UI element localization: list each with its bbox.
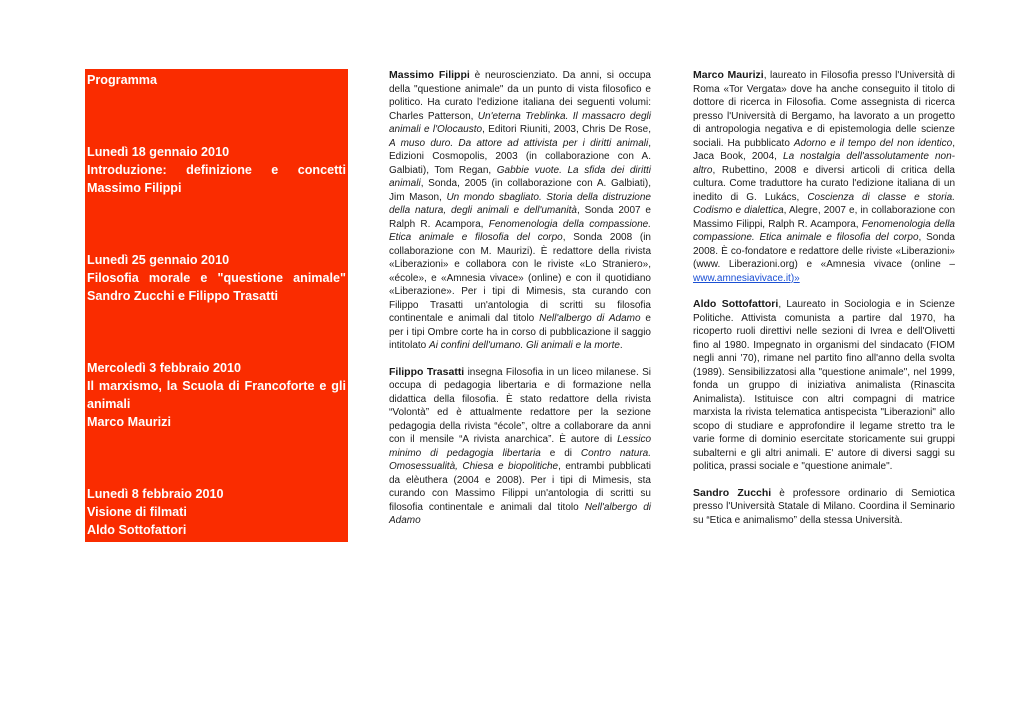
bio-text: , Edizioni Cosmopolis, 2003 (in collaborazione con A. Galbiati), Tom Regan, bbox=[389, 137, 651, 176]
event-date: Lunedì 25 gennaio 2010 bbox=[87, 253, 230, 267]
program-event bbox=[87, 143, 346, 197]
bio-text: , Sonda 2008 (in collaborazione con M. Maurizi). È redattore della rivista «Liberazioni» e collabora con le riviste «Lo Straniero», «école», e «Amnesia vivace» (online) e con il quotidiano «Liberazione». Per i tipi di Mimesis, sta curando con Filippo Trasatti un'antologia di scritti su filosofia continentale e animali dal titolo bbox=[389, 232, 651, 324]
bio-text: è professore ordinario di Semiotica presso l'Università Statale di Milano. Coordina il Seminario su “Etica e animalismo” della stessa Università. bbox=[693, 487, 955, 526]
event-speaker: Aldo Sottofattori bbox=[87, 523, 187, 537]
bio-text: , entrambi pubblicati da elèuthera (2004 e 2008). Per i tipi di Mimesis, sta curando con Massimo Filippi un'antologia di scritti su filosofia continentale e animali dal titolo bbox=[389, 461, 651, 513]
bios-column-middle bbox=[389, 69, 651, 541]
bio-text: insegna Filosofia in un liceo milanese. Si occupa di pedagogia libertaria e di formazione nella didattica della filosofia. È stato redattore della rivista “Volontà” ed è attualmente redattore per la sezione pedagogia della rivista “école”, oltre a collaborare da anni con il mensile “A rivista anarchica”. È autore di bbox=[389, 366, 651, 445]
bio-title-italic: A muso duro. Da attore ad attivista per i diritti animali bbox=[389, 137, 649, 149]
event-speaker: Sandro Zucchi e Filippo Trasatti bbox=[87, 289, 279, 303]
bio-name: Sandro Zucchi bbox=[693, 486, 772, 499]
bio-text: . bbox=[619, 340, 623, 351]
bio-title-italic: Nell'albergo di Adamo bbox=[539, 313, 641, 324]
bio-title-italic: Un'eterna Treblinka. Il massacro degli animali e l'Olocausto bbox=[389, 110, 651, 135]
bio-text: , Laureato in Sociologia e in Scienze Politiche. Attivista comunista a partire dal 1970, ha ricoperto ruoli direttivi nelle sezioni di Ivrea e dell'Olivetti fino al 1980. Impegnato in organismi del sindacato (FIOM negli anni '70), rimane nel partito fino all'anno della svolta (1989). Sensibilizzatosi alla "questione animale", nel 1999, fonda un gruppo di iniziativa animalista (Rinascita Animalista). Istituisce con altri compagni di matrice marxista la rivista telematica antispecista "Liberazioni" allo scopo di studiare e approfondire il legame stretto tra le varie forme di dominio esercitate storicamente sui gruppi subalterni e gli altri animali. E' autore di diversi saggi su politica, prassi sociale e "questione animale". bbox=[693, 299, 955, 472]
event-date: Lunedì 18 gennaio 2010 bbox=[87, 145, 230, 159]
event-date: Mercoledì 3 febbraio 2010 bbox=[87, 361, 241, 375]
bio-text: , Editori Riuniti, 2003, Chris De Rose, bbox=[482, 124, 652, 135]
bio-text: , Sonda 2008. È co-fondatore e redattore delle riviste «Liberazioni» (www. Liberazioni.org) e «Amnesia vivace (online – bbox=[693, 232, 955, 270]
program-event bbox=[87, 251, 346, 305]
program-title: Programma bbox=[87, 73, 157, 87]
event-topic: Introduzione: definizione e concetti bbox=[87, 163, 346, 177]
bio-title-italic: Coscienza di classe e storia. Codismo e dialettica bbox=[693, 191, 955, 216]
event-speaker: Massimo Filippi bbox=[87, 181, 182, 195]
bio-text: e per i tipi Ombre corte ha in corso di pubblicazione il saggio intitolato bbox=[389, 313, 651, 351]
bio-name: Aldo Sottofattori bbox=[693, 298, 779, 310]
event-topic: Visione di filmati bbox=[87, 505, 187, 519]
event-topic: Filosofia morale e "questione animale" bbox=[87, 271, 346, 285]
bio-name: Massimo Filippi bbox=[389, 69, 470, 81]
bio-text: e di bbox=[540, 447, 581, 459]
bio-massimo-filippi bbox=[389, 69, 651, 353]
bio-name: Filippo Trasatti bbox=[389, 365, 465, 378]
bio-title-italic: Contro natura. Omosessualità, Chiesa e biopolitiche bbox=[389, 447, 651, 472]
event-date: Lunedì 8 febbraio 2010 bbox=[87, 487, 224, 501]
bio-filippo-trasatti bbox=[389, 366, 651, 528]
bio-title-italic: Fenomenologia della compassione. Etica animale e filosofia del corpo bbox=[389, 218, 652, 243]
bio-text: , laureato in Filosofia presso l'Università di Roma «Tor Vergata» dove ha anche conseguito il titolo di dottore di ricerca in Filosofia. Come assegnista di ricerca presso l'Università di Bergamo, ha lavorato a un progetto di antropologia negativa e di epistemologia delle scienze sociali. Ha pubblicato bbox=[693, 70, 955, 149]
bio-title-italic: Lessico minimo di pedagogia libertaria bbox=[389, 434, 651, 459]
bio-text: , Sonda 2007 e Ralph R. Acampora, bbox=[389, 205, 651, 230]
bio-text: , Sonda, 2005 (in collaborazione con A. Galbiati), Jim Mason, bbox=[389, 178, 651, 203]
bio-text: , Alegre, 2007 e, in collaborazione con Massimo Filippi, Ralph R. Acampora, bbox=[693, 205, 956, 230]
bio-title-italic: Un mondo sbagliato. Storia della distruzione della natura, degli animali e dell'umanità bbox=[389, 191, 651, 216]
event-topic: Il marxismo, la Scuola di Francoforte e gli animali bbox=[87, 379, 346, 411]
amnesiavivace-link[interactable]: www.amnesiavivace.it)» bbox=[693, 272, 800, 284]
bio-text: è neuroscienziato. Da anni, si occupa della "questione animale" da un punto di vista filosofico e politico. Ha curato l'edizione italiana dei seguenti volumi: Charles Patterson, bbox=[389, 70, 651, 122]
bio-marco-maurizi bbox=[693, 69, 955, 285]
event-speaker: Marco Maurizi bbox=[87, 415, 171, 429]
bio-title-italic: Nell'albergo di Adamo bbox=[389, 501, 652, 526]
bio-sandro-zucchi bbox=[693, 487, 955, 528]
program-panel bbox=[85, 69, 348, 542]
bio-aldo-sottofattori bbox=[693, 298, 955, 474]
bio-title-italic: Gabbie vuote. La sfida dei diritti animali bbox=[389, 164, 651, 189]
bio-title-italic: Adorno e il tempo del non identico bbox=[793, 137, 953, 149]
bios-column-right bbox=[693, 69, 955, 540]
program-event bbox=[87, 359, 346, 431]
bio-text: , Jaca Book, 2004, bbox=[693, 137, 955, 162]
bio-title-italic: La nostalgia dell'assolutamente non-altro bbox=[693, 151, 955, 176]
bio-title-italic: Fenomenologia della compassione. Etica animale e filosofia del corpo bbox=[693, 218, 955, 243]
program-event bbox=[87, 485, 346, 539]
bio-name: Marco Maurizi bbox=[693, 69, 764, 81]
bio-text: , Rubettino, 2008 e diversi articoli di critica della cultura. Come traduttore ha curato l'edizione italiana di un inedito di G. Lukács, bbox=[693, 164, 955, 203]
bio-title-italic: Ai confini dell'umano. Gli animali e la morte bbox=[429, 340, 620, 351]
